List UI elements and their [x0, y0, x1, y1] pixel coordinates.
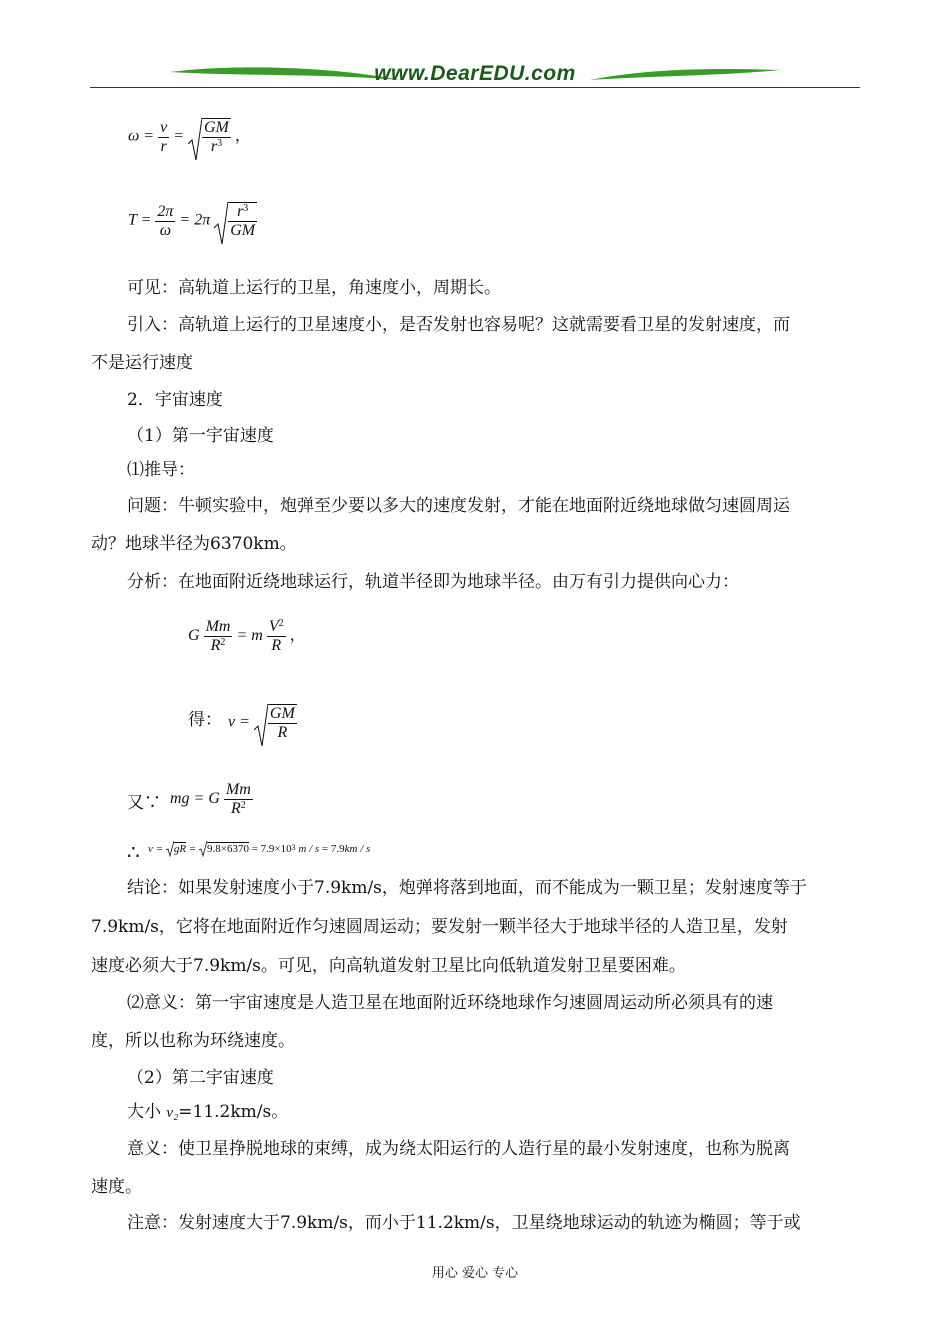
- formula-gravity: G $\frac{Mm}{R^2}$ = m $\frac{V^2}{R}$ ，: [188, 618, 306, 654]
- paragraph-note: 注意：发射速度大于7.9km/s，而小于11.2km/s，卫星绕地球运动的轨迹为椭圆；等于或: [127, 1213, 801, 1233]
- label-therefore: ∴: [127, 840, 140, 864]
- paragraph-escape-line1: 意义：使卫星挣脱地球的束缚，成为绕太阳运行的人造行星的最小发射速度，也称为脱离: [127, 1139, 790, 1159]
- section-heading-cosmic-speed: 2．宇宙速度: [127, 390, 223, 410]
- label-therefore-get: 得：: [188, 710, 222, 730]
- page-header: [90, 60, 860, 92]
- label-also-because: 又∵: [127, 793, 161, 813]
- paragraph-analysis: 分析：在地面附近绕地球运行，轨道半径即为地球半径。由万有引力提供向心力：: [127, 572, 739, 592]
- subheading-first-cosmic-speed: （1）第一宇宙速度: [127, 426, 274, 446]
- formula-speed: v = $\frac{GM}{R}$: [228, 704, 297, 742]
- paragraph-intro-line2: 不是运行速度: [91, 353, 193, 373]
- formula-gravity-comma: ，: [289, 627, 306, 645]
- magnitude-prefix: 大小: [127, 1102, 167, 1122]
- magnitude-variable: v₂: [166, 1105, 179, 1121]
- site-logo: www.DearEDU.com: [374, 62, 576, 85]
- paragraph-meaning-line1: ⑵意义：第一宇宙速度是人造卫星在地面附近环绕地球作匀速圆周运动所必须具有的速: [127, 993, 773, 1013]
- paragraph-magnitude: [127, 1100, 288, 1125]
- magnitude-value: =11.2km/s。: [178, 1102, 289, 1122]
- paragraph-escape-line2: 速度。: [91, 1177, 142, 1197]
- header-rule: [90, 87, 860, 88]
- paragraph-meaning-line2: 度，所以也称为环绕速度。: [91, 1031, 295, 1051]
- paragraph-question-line2: 动？地球半径为6370km。: [91, 534, 297, 554]
- formula-omega: ω = $\frac{v}{r}$ = $\frac{GM}{r^3}$ ，: [128, 118, 251, 156]
- label-derivation: ⑴推导：: [127, 460, 195, 480]
- paragraph-question-line1: 问题：牛顿实验中，炮弹至少要以多大的速度发射，才能在地面附近绕地球做匀速圆周运: [127, 496, 790, 516]
- formula-result: v = gR = $9.8\times 6370 = 7.9\times 10^3$ m / s = 7.9km / s: [148, 843, 371, 855]
- formula-period: T = $\frac{2\pi}{\omega}$ = 2π $\frac{r^3}{GM}$: [128, 202, 257, 240]
- formula-mg: mg = G $\frac{Mm}{R^2}$: [170, 781, 251, 817]
- formula-omega-comma: ，: [234, 127, 251, 145]
- paragraph-conclusion-line2: 7.9km/s，它将在地面附近作匀速圆周运动；要发射一颗半径大于地球半径的人造卫星，发射: [91, 917, 788, 937]
- paragraph-intro-line1: 引入：高轨道上运行的卫星速度小，是否发射也容易呢？这就需要看卫星的发射速度，而: [127, 315, 790, 335]
- paragraph-conclusion-orbit: 可见：高轨道上运行的卫星，角速度小，周期长。: [127, 278, 501, 298]
- paragraph-conclusion-line1: 结论：如果发射速度小于7.9km/s，炮弹将落到地面，而不能成为一颗卫星；发射速度等于: [127, 878, 807, 898]
- subheading-second-cosmic-speed: （2）第二宇宙速度: [127, 1068, 274, 1088]
- page-footer: 用心 爱心 专心: [431, 1266, 519, 1281]
- paragraph-conclusion-line3: 速度必须大于7.9km/s。可见，向高轨道发射卫星比向低轨道发射卫星要困难。: [91, 956, 686, 976]
